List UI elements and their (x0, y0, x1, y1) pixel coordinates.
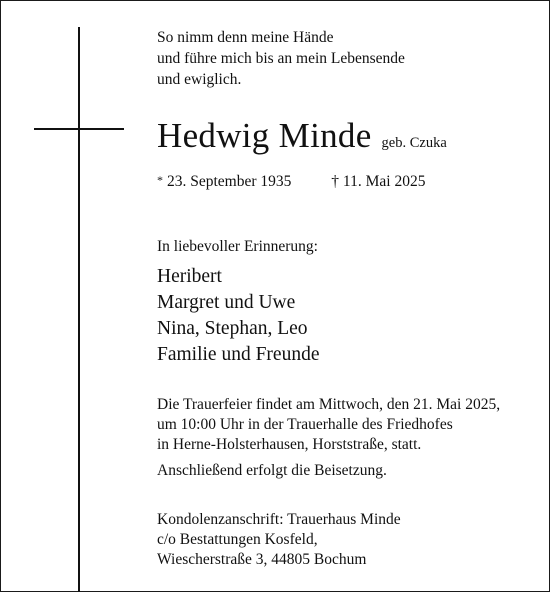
life-dates (157, 173, 425, 191)
deceased-name-line (157, 116, 447, 156)
condolence-line: c/o Bestattungen Kosfeld, (157, 531, 318, 548)
cross-icon (78, 27, 80, 592)
deceased-name: Hedwig Minde (157, 116, 372, 155)
service-line: um 10:00 Uhr in der Trauerhalle des Friedhofes (157, 416, 453, 433)
birth-name: geb. Czuka (381, 135, 447, 151)
verse-line: So nimm denn meine Hände (157, 29, 334, 46)
verse (157, 27, 405, 90)
service-line: Die Trauerfeier findet am Mittwoch, den 21. Mai 2025, (157, 396, 501, 413)
birth-date: 23. September 1935 (167, 173, 292, 190)
mourner-name: Nina, Stephan, Leo (157, 318, 308, 339)
service-line: in Herne-Holsterhausen, Horststraße, statt. (157, 436, 422, 453)
condolence-line: Kondolenzanschrift: Trauerhaus Minde (157, 511, 401, 528)
condolence-line: Wiescherstraße 3, 44805 Bochum (157, 551, 367, 568)
death-symbol: † (331, 173, 340, 190)
burial-info: Anschließend erfolgt die Beisetzung. (157, 462, 387, 479)
verse-line: und ewiglich. (157, 71, 242, 88)
birth-symbol: * (157, 173, 163, 187)
verse-line: und führe mich bis an mein Lebensende (157, 50, 405, 67)
mourner-name: Familie und Freunde (157, 344, 320, 365)
mourner-name: Heribert (157, 266, 222, 287)
mourners-list (157, 264, 319, 368)
mourners-intro: In liebevoller Erinnerung: (157, 238, 318, 255)
condolence-address (157, 510, 401, 570)
cross-icon-crossbar (34, 128, 124, 130)
death-date: 11. Mai 2025 (342, 173, 426, 190)
service-info (157, 395, 500, 455)
mourner-name: Margret und Uwe (157, 292, 296, 313)
